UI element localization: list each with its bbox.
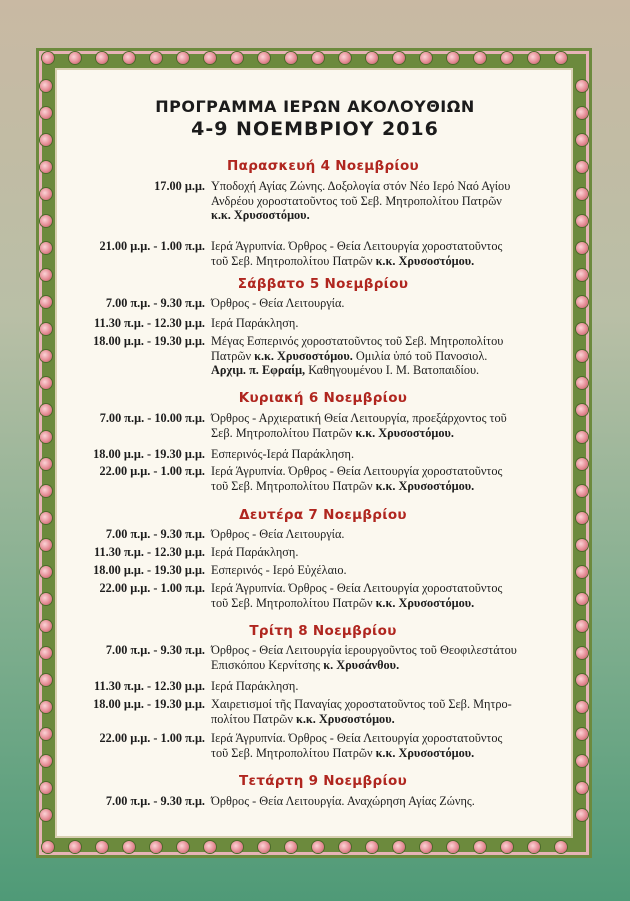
rose-ornament [123, 841, 135, 853]
event-line: Μέγας Εσπερινός χοροστατοῦντος τοῦ Σεβ. Μητροπολίτου [211, 334, 504, 348]
rose-ornament [501, 841, 513, 853]
rose-ornament [40, 674, 52, 686]
event-line: Πατρῶν κ.κ. Χρυσοστόμου. Ομιλία ὑπό τοῦ Πανοσιολ. [211, 348, 488, 363]
day-heading: Κυριακή 6 Νοεμβρίου [238, 390, 408, 406]
rose-ornament [528, 841, 540, 853]
event-bold: κ.κ. Χρυσοστόμου. [375, 595, 475, 610]
rose-ornament [474, 841, 486, 853]
rose-ornament [40, 431, 52, 443]
rose-ornament [576, 674, 588, 686]
event-bold: κ.κ. Χρυσοστόμου. [375, 478, 475, 493]
event-line: τοῦ Σεβ. Μητροπολίτου Πατρῶν [211, 745, 373, 760]
event-time: 17.00 μ.μ. [154, 179, 205, 193]
rose-ornament [576, 350, 588, 362]
day-heading: Παρασκευή 4 Νοεμβρίου [227, 158, 419, 174]
rose-ornament [40, 215, 52, 227]
event-line: Ιερά Παράκληση. [211, 545, 299, 559]
rose-ornament [258, 52, 270, 64]
rose-ornament [285, 52, 297, 64]
rose-ornament [40, 728, 52, 740]
rose-ornament [576, 485, 588, 497]
rose-ornament [40, 593, 52, 605]
event-time: 11.30 π.μ. - 12.30 μ.μ. [94, 679, 205, 693]
rose-ornament [150, 52, 162, 64]
rose-ornament [447, 52, 459, 64]
rose-ornament [576, 80, 588, 92]
rose-ornament [40, 512, 52, 524]
page-title: ΠΡΟΓΡΑΜΜΑ ΙΕΡΩΝ ΑΚΟΛΟΥΘΙΩΝ [155, 97, 475, 116]
event-time: 7.00 π.μ. - 10.00 π.μ. [99, 411, 205, 425]
event-time: 22.00 μ.μ. - 1.00 π.μ. [99, 464, 205, 478]
event-line: τοῦ Σεβ. Μητροπολίτου Πατρῶν [211, 478, 373, 493]
rose-ornament [366, 52, 378, 64]
event-line: Όρθρος - Θεία Λειτουργία. Αναχώρηση Αγίας Ζώνης. [211, 794, 475, 808]
rose-ornament [69, 841, 81, 853]
rose-ornament [339, 841, 351, 853]
event-line: Αρχιμ. π. Εφραίμ, Καθηγουμένου Ι. Μ. Βατοπαιδίου. [211, 363, 480, 377]
event-line: Σεβ. Μητροπολίτου Πατρῶν [211, 425, 353, 440]
rose-ornament [40, 269, 52, 281]
rose-ornament [40, 809, 52, 821]
rose-ornament [555, 841, 567, 853]
rose-ornament [576, 566, 588, 578]
rose-ornament [576, 404, 588, 416]
rose-ornament [576, 161, 588, 173]
rose-ornament [40, 485, 52, 497]
rose-ornament [501, 52, 513, 64]
rose-ornament [40, 539, 52, 551]
event-time: 18.00 μ.μ. - 19.30 μ.μ. [93, 563, 205, 577]
event-line: Ιερά Άγρυπνία. Όρθρος - Θεία Λειτουργία χοροστατοῦντος [211, 239, 503, 253]
rose-ornament [40, 566, 52, 578]
rose-ornament [150, 841, 162, 853]
rose-ornament [339, 52, 351, 64]
event-time: 7.00 π.μ. - 9.30 π.μ. [105, 643, 205, 657]
event-line: Ιερά Παράκληση. [211, 316, 299, 330]
rose-ornament [420, 52, 432, 64]
rose-ornament [576, 242, 588, 254]
rose-ornament [576, 296, 588, 308]
rose-ornament [40, 701, 52, 713]
rose-ornament [40, 404, 52, 416]
event-time: 18.00 μ.μ. - 19.30 μ.μ. [93, 334, 205, 348]
rose-ornament [576, 809, 588, 821]
rose-ornament [231, 52, 243, 64]
event-time: 11.30 π.μ. - 12.30 μ.μ. [94, 316, 205, 330]
rose-ornament [447, 841, 459, 853]
event-line: πολίτου Πατρῶν [211, 711, 293, 726]
rose-ornament [42, 841, 54, 853]
rose-ornament [576, 755, 588, 767]
event-time: 7.00 π.μ. - 9.30 π.μ. [105, 527, 205, 541]
rose-ornament [576, 620, 588, 632]
rose-ornament [528, 52, 540, 64]
event-line: τοῦ Σεβ. Μητροπολίτου Πατρῶν [211, 253, 373, 268]
day-heading: Τρίτη 8 Νοεμβρίου [249, 623, 397, 639]
rose-ornament [576, 188, 588, 200]
rose-ornament [393, 52, 405, 64]
event-time: 7.00 π.μ. - 9.30 π.μ. [105, 296, 205, 310]
rose-ornament [40, 377, 52, 389]
rose-ornament [40, 242, 52, 254]
event-bold: κ.κ. Χρυσοστόμου. [375, 745, 475, 760]
rose-ornament [576, 431, 588, 443]
rose-ornament [40, 620, 52, 632]
rose-ornament [576, 701, 588, 713]
rose-ornament [204, 52, 216, 64]
rose-ornament [393, 841, 405, 853]
rose-ornament [420, 841, 432, 853]
rose-ornament [40, 323, 52, 335]
rose-ornament [576, 539, 588, 551]
rose-ornament [366, 841, 378, 853]
event-time: 18.00 μ.μ. - 19.30 μ.μ. [93, 447, 205, 461]
rose-ornament [40, 647, 52, 659]
rose-ornament [69, 52, 81, 64]
event-line: Όρθρος - Θεία Λειτουργία ἱερουργοῦντος τοῦ Θεοφιλεστάτου [211, 643, 517, 657]
day-heading: Σάββατο 5 Νοεμβρίου [237, 276, 409, 292]
event-line: τοῦ Σεβ. Μητροπολίτου Πατρῶν [211, 595, 373, 610]
event-time: 7.00 π.μ. - 9.30 π.μ. [105, 794, 205, 808]
rose-ornament [42, 52, 54, 64]
event-line: Ιερά Παράκληση. [211, 679, 299, 693]
event-line: Χαιρετισμοί τῆς Παναγίας χοροστατοῦντος τοῦ Σεβ. Μητρο- [211, 697, 512, 711]
rose-ornament [177, 52, 189, 64]
rose-ornament [312, 52, 324, 64]
event-time: 22.00 μ.μ. - 1.00 π.μ. [99, 581, 205, 595]
rose-ornament [40, 296, 52, 308]
event-time: 18.00 μ.μ. - 19.30 μ.μ. [93, 697, 205, 711]
date-range: 4-9 ΝΟΕΜΒΡΙΟΥ 2016 [191, 118, 439, 140]
event-line: Ιερά Άγρυπνία. Όρθρος - Θεία Λειτουργία χοροστατοῦντος [211, 581, 503, 595]
rose-ornament [312, 841, 324, 853]
event-line: Ανδρέου χοροστατοῦντος τοῦ Σεβ. Μητροπολίτου Πατρῶν [211, 193, 502, 208]
rose-ornament [576, 269, 588, 281]
rose-ornament [576, 782, 588, 794]
event-bold: κ.κ. Χρυσοστόμου. [211, 208, 310, 222]
rose-ornament [285, 841, 297, 853]
event-bold: κ.κ. Χρυσοστόμου. [355, 425, 454, 440]
day-heading: Δευτέρα 7 Νοεμβρίου [239, 507, 407, 523]
event-bold: κ.κ. Χρυσοστόμου. [296, 711, 395, 726]
rose-ornament [40, 458, 52, 470]
event-time: 21.00 μ.μ. - 1.00 π.μ. [99, 239, 205, 253]
rose-ornament [576, 377, 588, 389]
event-line: Όρθρος - Θεία Λειτουργία. [211, 296, 345, 310]
rose-ornament [576, 323, 588, 335]
event-line: Υποδοχή Αγίας Ζώνης. Δοξολογία στόν Νέο Ιερό Ναό Αγίου [211, 179, 511, 193]
event-time: 11.30 π.μ. - 12.30 μ.μ. [94, 545, 205, 559]
event-line: Εσπερινός-Ιερά Παράκληση. [211, 447, 355, 461]
rose-ornament [204, 841, 216, 853]
event-line: Όρθρος - Αρχιερατική Θεία Λειτουργία, προεξάρχοντος τοῦ [211, 411, 507, 425]
rose-ornament [40, 350, 52, 362]
rose-ornament [96, 52, 108, 64]
rose-ornament [258, 841, 270, 853]
rose-ornament [576, 512, 588, 524]
rose-ornament [96, 841, 108, 853]
rose-ornament [231, 841, 243, 853]
event-line: Επισκόπου Κερνίτσης [211, 657, 321, 672]
rose-ornament [40, 80, 52, 92]
day-heading: Τετάρτη 9 Νοεμβρίου [239, 773, 407, 789]
rose-ornament [576, 728, 588, 740]
event-bold: κ.κ. Χρυσοστόμου. [375, 253, 475, 268]
rose-ornament [555, 52, 567, 64]
event-bold: κ. Χρυσάνθου. [323, 657, 400, 672]
event-line: Ιερά Άγρυπνία. Όρθρος - Θεία Λειτουργία χοροστατοῦντος [211, 731, 503, 745]
event-time: 22.00 μ.μ. - 1.00 π.μ. [99, 731, 205, 745]
event-line: Όρθρος - Θεία Λειτουργία. [211, 527, 345, 541]
rose-ornament [576, 215, 588, 227]
rose-ornament [40, 782, 52, 794]
rose-ornament [123, 52, 135, 64]
rose-ornament [40, 755, 52, 767]
rose-ornament [576, 458, 588, 470]
event-line: Ιερά Άγρυπνία. Όρθρος - Θεία Λειτουργία χοροστατοῦντος [211, 464, 503, 478]
rose-ornament [576, 647, 588, 659]
event-line: Εσπερινός - Ιερό Εὐχέλαιο. [211, 563, 347, 577]
rose-ornament [40, 161, 52, 173]
rose-ornament [177, 841, 189, 853]
rose-ornament [576, 593, 588, 605]
rose-ornament [40, 188, 52, 200]
rose-ornament [474, 52, 486, 64]
